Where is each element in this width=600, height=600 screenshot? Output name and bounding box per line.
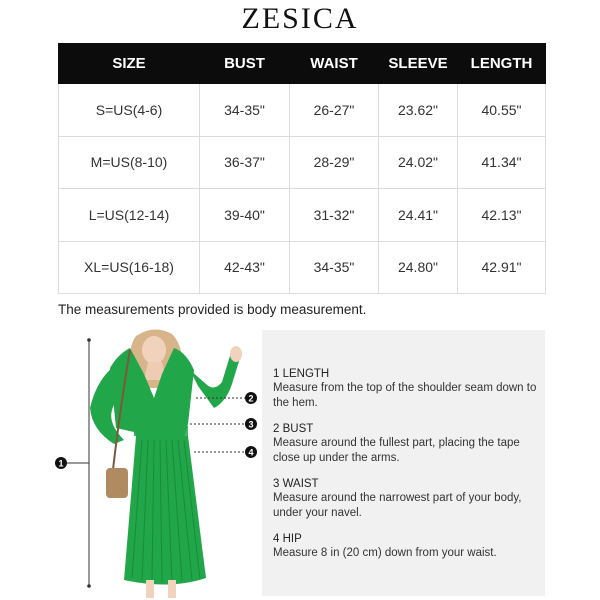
length-guide-bottom: [87, 584, 91, 588]
cell-size: L=US(12-14): [59, 189, 200, 242]
cell-length: 42.13": [458, 189, 546, 242]
marker-length: [55, 457, 67, 469]
model-hand: [230, 346, 242, 362]
guide-item-waist: [273, 477, 538, 520]
cell-length: 42.91": [458, 241, 546, 294]
svg-text:4: 4: [248, 447, 254, 458]
cell-sleeve: 23.62": [379, 84, 458, 137]
guide-description: Measure around the narrowest part of your body, under your navel.: [273, 492, 522, 519]
cell-bust: 34-35": [200, 84, 290, 137]
table-row: [59, 84, 546, 137]
table-row: [59, 189, 546, 242]
dress-belt: [134, 426, 188, 436]
cell-sleeve: 24.41": [379, 189, 458, 242]
guide-item-hip: [273, 532, 538, 561]
svg-text:3: 3: [248, 419, 254, 430]
header-bust: BUST: [200, 44, 290, 84]
marker-hip: [245, 446, 257, 458]
guide-title: 4 HIP: [273, 533, 302, 545]
guide-description: Measure around the fullest part, placing the tape close up under the arms.: [273, 437, 520, 464]
dress-skirt: [124, 436, 206, 585]
table-header-row: [59, 44, 546, 84]
guide-description: Measure from the top of the shoulder seam down to the hem.: [273, 382, 537, 409]
guide-item-length: [273, 367, 538, 410]
header-waist: WAIST: [290, 44, 379, 84]
header-size: SIZE: [59, 44, 200, 84]
cell-waist: 31-32": [290, 189, 379, 242]
guide-description: Measure 8 in (20 cm) down from your waist.: [273, 547, 497, 559]
model-figure: [50, 328, 262, 598]
cell-bust: 42-43": [200, 241, 290, 294]
cell-length: 40.55": [458, 84, 546, 137]
cell-bust: 36-37": [200, 136, 290, 189]
guide-item-bust: [273, 422, 538, 465]
model-leg-right: [168, 580, 176, 598]
measurement-note: The measurements provided is body measurement.: [58, 302, 367, 317]
cell-sleeve: 24.80": [379, 241, 458, 294]
brand-logo: ZESICA: [241, 2, 359, 35]
cell-size: S=US(4-6): [59, 84, 200, 137]
header-length: LENGTH: [458, 44, 546, 84]
marker-waist: [245, 418, 257, 430]
measurement-guide-panel: [262, 330, 545, 596]
cell-length: 41.34": [458, 136, 546, 189]
cell-sleeve: 24.02": [379, 136, 458, 189]
cell-size: M=US(8-10): [59, 136, 200, 189]
size-chart-table: [58, 43, 546, 294]
cell-waist: 26-27": [290, 84, 379, 137]
bag: [106, 468, 128, 498]
guide-title: 1 LENGTH: [273, 368, 330, 380]
model-leg-left: [146, 580, 154, 598]
table-row: [59, 241, 546, 294]
cell-waist: 34-35": [290, 241, 379, 294]
cell-waist: 28-29": [290, 136, 379, 189]
header-sleeve: SLEEVE: [379, 44, 458, 84]
marker-bust: [245, 392, 257, 404]
table-row: [59, 136, 546, 189]
dress-right-sleeve: [190, 356, 240, 408]
guide-title: 2 BUST: [273, 423, 314, 435]
model-illustration: [50, 328, 262, 598]
svg-text:1: 1: [58, 458, 64, 469]
svg-text:2: 2: [248, 393, 254, 404]
guide-title: 3 WAIST: [273, 478, 319, 490]
length-guide-top: [87, 338, 91, 342]
cell-size: XL=US(16-18): [59, 241, 200, 294]
model-face: [142, 336, 166, 364]
cell-bust: 39-40": [200, 189, 290, 242]
